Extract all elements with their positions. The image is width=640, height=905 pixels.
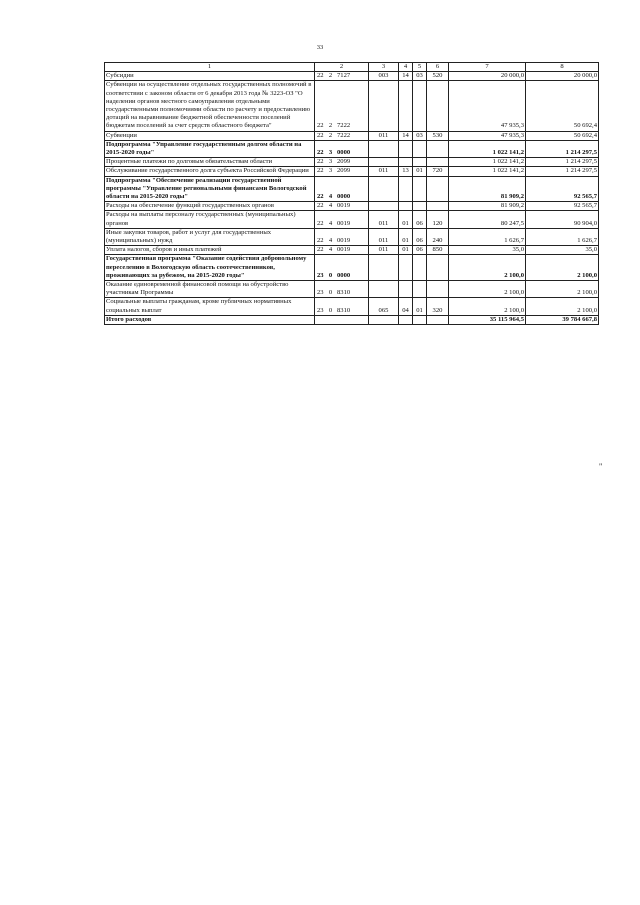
target-code-a: 22: [317, 202, 324, 210]
row-col-6: 320: [427, 298, 449, 315]
target-code-parts: [316, 307, 367, 315]
target-code-a: 22: [317, 237, 324, 245]
closing-quote: ": [599, 462, 603, 471]
row-col-3: [369, 281, 399, 298]
target-code-c: 0000: [337, 193, 351, 201]
target-code-a: 23: [317, 271, 324, 279]
row-col-3: 011: [369, 246, 399, 255]
row-col-3: [369, 81, 399, 131]
header-col-1: 1: [105, 63, 315, 72]
target-code-a: 22: [317, 193, 324, 201]
row-target-code: [315, 281, 369, 298]
row-col-6: [427, 176, 449, 202]
row-col-6: 850: [427, 246, 449, 255]
row-name: Субвенции: [105, 131, 315, 140]
target-code-parts: [316, 149, 367, 157]
row-col-6: 530: [427, 131, 449, 140]
row-col-4: 01: [399, 211, 413, 228]
row-col-4: 14: [399, 131, 413, 140]
target-code-b: 2: [328, 72, 333, 80]
row-col-5: [413, 140, 427, 157]
target-code-a: 22: [317, 158, 324, 166]
row-target-code: [315, 81, 369, 131]
row-amount-col-8: 92 565,7: [526, 176, 599, 202]
row-name: Расходы на выплаты персоналу государственных (муниципальных) органов: [105, 211, 315, 228]
target-code-parts: [316, 132, 367, 140]
row-amount-col-7: 1 022 141,2: [449, 158, 526, 167]
target-code-b: 3: [328, 158, 333, 166]
table-row: [105, 246, 599, 255]
row-amount-col-7: 2 100,0: [449, 298, 526, 315]
row-col-3: 003: [369, 72, 399, 81]
target-code-a: 22: [317, 219, 324, 227]
row-amount-col-7: 35 115 964,5: [449, 315, 526, 324]
table-row: [105, 315, 599, 324]
row-amount-col-8: 1 214 297,5: [526, 167, 599, 176]
table-row: [105, 81, 599, 131]
row-col-3: [369, 140, 399, 157]
target-code-parts: [316, 289, 367, 297]
page-number: 33: [316, 44, 324, 51]
header-row: [105, 63, 599, 72]
row-col-5: 06: [413, 228, 427, 245]
row-amount-col-7: 81 909,2: [449, 202, 526, 211]
row-amount-col-8: 1 626,7: [526, 228, 599, 245]
row-target-code: [315, 202, 369, 211]
row-col-5: [413, 315, 427, 324]
target-code-a: 22: [317, 131, 324, 139]
row-target-code: [315, 255, 369, 281]
row-name: Подпрограмма "Обеспечение реализации государственной программы "Управление региональными финансами Вологодской области на 2015-2020 годы": [105, 176, 315, 202]
target-code-parts: [316, 158, 367, 166]
row-name: Социальные выплаты гражданам, кроме публичных нормативных социальных выплат: [105, 298, 315, 315]
row-amount-col-7: 80 247,5: [449, 211, 526, 228]
target-code-a: 22: [317, 149, 324, 157]
row-name: Обслуживание государственного долга субъекта Российской Федерации: [105, 167, 315, 176]
row-col-4: 13: [399, 167, 413, 176]
row-target-code: [315, 176, 369, 202]
row-col-4: [399, 202, 413, 211]
target-code-c: 2099: [337, 167, 351, 175]
row-col-4: 14: [399, 72, 413, 81]
row-col-3: [369, 176, 399, 202]
header-col-4: 4: [399, 63, 413, 72]
target-code-b: 0: [328, 289, 333, 297]
target-code-b: 4: [328, 193, 333, 201]
row-col-5: [413, 202, 427, 211]
row-col-6: [427, 315, 449, 324]
row-target-code: [315, 298, 369, 315]
row-col-3: 011: [369, 211, 399, 228]
row-col-3: [369, 315, 399, 324]
row-amount-col-7: 20 000,0: [449, 72, 526, 81]
target-code-c: 8310: [337, 289, 351, 297]
header-col-8: 8: [526, 63, 599, 72]
target-code-a: 22: [317, 246, 324, 254]
target-code-a: 23: [317, 306, 324, 314]
row-name: Субвенции на осуществление отдельных государственных полномочий в соответствии с законом области от 6 декабря 2013 года № 3223-ОЗ "О наделении органов местного самоуправления отдельными государственными полномочиями области по расчету и предоставлению дотаций на выравнивание бюджетной обеспеченности поселений бюджетам поселений за счет средств областного бюджета": [105, 81, 315, 131]
row-col-6: 240: [427, 228, 449, 245]
row-amount-col-8: 90 904,0: [526, 211, 599, 228]
header-col-3: 3: [369, 63, 399, 72]
row-col-5: 06: [413, 246, 427, 255]
target-code-parts: [316, 220, 367, 228]
target-code-c: 0019: [337, 237, 351, 245]
row-amount-col-7: 47 935,3: [449, 81, 526, 131]
row-col-5: [413, 158, 427, 167]
target-code-parts: [316, 202, 367, 210]
row-col-3: 011: [369, 167, 399, 176]
table-row: [105, 211, 599, 228]
row-col-3: [369, 202, 399, 211]
row-name: Уплата налогов, сборов и иных платежей: [105, 246, 315, 255]
row-col-6: [427, 202, 449, 211]
header-col-6: 6: [427, 63, 449, 72]
row-col-6: 520: [427, 72, 449, 81]
target-code-c: 7222: [337, 131, 351, 139]
table-row: [105, 167, 599, 176]
row-amount-col-7: 1 022 141,2: [449, 167, 526, 176]
row-amount-col-7: 2 100,0: [449, 281, 526, 298]
row-target-code: [315, 131, 369, 140]
target-code-a: 22: [317, 122, 324, 130]
row-col-3: [369, 158, 399, 167]
row-amount-col-8: 39 784 667,8: [526, 315, 599, 324]
row-amount-col-7: 2 100,0: [449, 255, 526, 281]
row-amount-col-7: 1 022 141,2: [449, 140, 526, 157]
row-name: Субсидии: [105, 72, 315, 81]
target-code-c: 2099: [337, 158, 351, 166]
row-amount-col-8: 2 100,0: [526, 298, 599, 315]
row-col-4: [399, 315, 413, 324]
row-target-code: [315, 315, 369, 324]
row-col-4: 04: [399, 298, 413, 315]
row-col-6: 120: [427, 211, 449, 228]
target-code-parts: [316, 72, 367, 80]
target-code-parts: [316, 246, 367, 254]
target-code-b: 3: [328, 167, 333, 175]
table-row: [105, 281, 599, 298]
header-col-7: 7: [449, 63, 526, 72]
row-amount-col-8: 20 000,0: [526, 72, 599, 81]
row-target-code: [315, 228, 369, 245]
row-target-code: [315, 140, 369, 157]
row-col-6: [427, 281, 449, 298]
target-code-b: 4: [328, 219, 333, 227]
row-col-5: [413, 281, 427, 298]
row-col-4: 01: [399, 246, 413, 255]
row-name: Расходы на обеспечение функций государственных органов: [105, 202, 315, 211]
table-body: [105, 72, 599, 325]
target-code-a: 22: [317, 72, 324, 80]
row-col-5: [413, 176, 427, 202]
row-name: Оказание единовременной финансовой помощи на обустройство участникам Программы: [105, 281, 315, 298]
row-name: Иные закупки товаров, работ и услуг для государственных (муниципальных) нужд: [105, 228, 315, 245]
target-code-parts: [316, 167, 367, 175]
budget-expenditure-table: [104, 62, 599, 325]
header-col-2: 2: [315, 63, 369, 72]
row-amount-col-8: 1 214 297,5: [526, 158, 599, 167]
row-col-5: 03: [413, 72, 427, 81]
row-amount-col-8: 50 692,4: [526, 81, 599, 131]
table-row: [105, 176, 599, 202]
row-col-6: 720: [427, 167, 449, 176]
table-row: [105, 140, 599, 157]
target-code-c: 0019: [337, 246, 351, 254]
row-col-5: 06: [413, 211, 427, 228]
target-code-c: 0000: [337, 149, 351, 157]
row-col-5: [413, 255, 427, 281]
row-amount-col-7: 81 909,2: [449, 176, 526, 202]
target-code-c: 0019: [337, 202, 351, 210]
row-amount-col-7: 1 626,7: [449, 228, 526, 245]
table-row: [105, 72, 599, 81]
row-col-5: [413, 81, 427, 131]
row-col-6: [427, 140, 449, 157]
row-amount-col-8: 92 565,7: [526, 202, 599, 211]
row-target-code: [315, 167, 369, 176]
row-col-4: 01: [399, 228, 413, 245]
target-code-c: 0000: [337, 271, 351, 279]
header-col-5: 5: [413, 63, 427, 72]
target-code-a: 22: [317, 167, 324, 175]
row-amount-col-8: 2 100,0: [526, 255, 599, 281]
row-target-code: [315, 158, 369, 167]
target-code-a: 23: [317, 289, 324, 297]
row-col-4: [399, 81, 413, 131]
table-row: [105, 255, 599, 281]
row-col-3: 011: [369, 228, 399, 245]
row-target-code: [315, 211, 369, 228]
target-code-b: 4: [328, 202, 333, 210]
table-row: [105, 158, 599, 167]
row-col-3: [369, 255, 399, 281]
table-row: [105, 298, 599, 315]
row-col-5: 01: [413, 167, 427, 176]
row-amount-col-8: 50 692,4: [526, 131, 599, 140]
row-col-5: 01: [413, 298, 427, 315]
table-row: [105, 202, 599, 211]
row-amount-col-8: 35,0: [526, 246, 599, 255]
target-code-b: 0: [328, 271, 333, 279]
target-code-parts: [316, 193, 367, 201]
row-target-code: [315, 246, 369, 255]
table-row: [105, 228, 599, 245]
row-amount-col-8: 1 214 297,5: [526, 140, 599, 157]
target-code-b: 3: [328, 149, 333, 157]
target-code-c: 7222: [337, 122, 351, 130]
row-name: Процентные платежи по долговым обязательствам области: [105, 158, 315, 167]
target-code-b: 4: [328, 237, 333, 245]
row-col-4: [399, 255, 413, 281]
table-row: [105, 131, 599, 140]
target-code-b: 2: [328, 131, 333, 139]
target-code-c: 0019: [337, 219, 351, 227]
row-col-4: [399, 176, 413, 202]
row-amount-col-7: 47 935,3: [449, 131, 526, 140]
target-code-b: 0: [328, 306, 333, 314]
row-name: Государственная программа "Оказание содействия добровольному переселению в Вологодскую область соотечественников, проживающих за рубежом, на 2015-2020 годы": [105, 255, 315, 281]
target-code-b: 4: [328, 246, 333, 254]
target-code-parts: [316, 237, 367, 245]
row-col-6: [427, 255, 449, 281]
target-code-b: 2: [328, 122, 333, 130]
row-col-4: [399, 140, 413, 157]
target-code-c: 8310: [337, 306, 351, 314]
row-target-code: [315, 72, 369, 81]
row-name: Подпрограмма "Управление государственным долгом области на 2015-2020 годы": [105, 140, 315, 157]
target-code-parts: [316, 122, 367, 130]
row-name: Итого расходов: [105, 315, 315, 324]
target-code-c: 7127: [337, 72, 351, 80]
row-amount-col-7: 35,0: [449, 246, 526, 255]
row-col-6: [427, 81, 449, 131]
row-col-5: 03: [413, 131, 427, 140]
row-col-3: 065: [369, 298, 399, 315]
row-col-4: [399, 158, 413, 167]
row-col-3: 011: [369, 131, 399, 140]
target-code-parts: [316, 272, 367, 280]
row-col-6: [427, 158, 449, 167]
row-amount-col-8: 2 100,0: [526, 281, 599, 298]
row-col-4: [399, 281, 413, 298]
